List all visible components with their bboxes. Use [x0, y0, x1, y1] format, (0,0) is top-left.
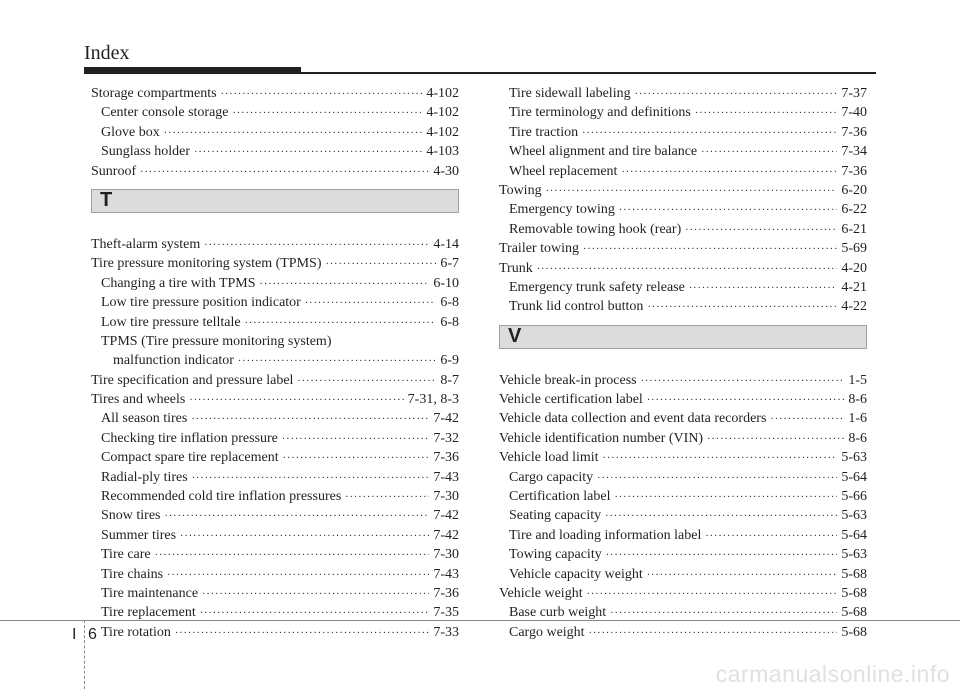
leader-dots	[164, 124, 423, 143]
header-rule	[84, 72, 876, 74]
entry-page: 8-6	[848, 392, 867, 408]
letter-label: T	[100, 188, 113, 211]
index-entry	[499, 565, 867, 584]
entry-term: Tire and loading information label	[509, 527, 702, 543]
entry-term: Tire specification and pressure label	[91, 372, 294, 388]
entry-term: Tire traction	[509, 124, 579, 140]
index-entry	[499, 448, 867, 467]
entry-page: 6-8	[440, 314, 459, 330]
entry-term: Trunk	[499, 260, 533, 276]
entry-term: Compact spare tire replacement	[101, 450, 279, 466]
leader-dots	[189, 391, 403, 410]
index-column-right	[499, 84, 867, 642]
leader-dots	[770, 410, 844, 429]
entry-page: 7-36	[841, 163, 867, 179]
entry-term: Sunroof	[91, 163, 137, 179]
leader-dots	[583, 240, 837, 259]
leader-dots	[546, 182, 838, 201]
index-entry	[91, 162, 459, 181]
entry-page: 7-31, 8-3	[407, 392, 459, 408]
entry-page: 6-10	[433, 275, 459, 291]
leader-dots	[180, 527, 429, 546]
leader-dots	[603, 449, 838, 468]
leader-dots	[689, 279, 838, 298]
leader-dots	[587, 585, 838, 604]
entry-page: 6-20	[841, 182, 867, 198]
entry-term: Vehicle break-in process	[499, 372, 637, 388]
index-entry	[499, 297, 867, 316]
entry-term: Sunglass holder	[101, 144, 191, 160]
leader-dots	[282, 430, 429, 449]
leader-dots	[233, 104, 423, 123]
leader-dots	[619, 201, 837, 220]
entry-page: 5-63	[841, 450, 867, 466]
entry-page: 7-42	[433, 527, 459, 543]
entry-term: Vehicle certification label	[499, 392, 643, 408]
entry-term: Wheel replacement	[509, 163, 618, 179]
entry-term: Tire rotation	[101, 624, 171, 640]
leader-dots	[647, 298, 837, 317]
leader-dots	[204, 236, 429, 255]
leader-dots	[260, 275, 430, 294]
entry-page: 1-6	[848, 411, 867, 427]
index-entry	[91, 448, 459, 467]
right-group-1	[499, 84, 867, 317]
index-entry	[91, 235, 459, 254]
index-entry	[91, 84, 459, 103]
entry-term: Snow tires	[101, 508, 161, 524]
entry-term: Trunk lid control button	[509, 299, 644, 315]
index-entry	[499, 468, 867, 487]
entry-term: Tire chains	[101, 566, 164, 582]
leader-dots	[305, 294, 436, 313]
entry-term: Center console storage	[101, 105, 229, 121]
entry-page: 6-7	[440, 256, 459, 272]
entry-page: 7-42	[433, 508, 459, 524]
index-entry	[499, 429, 867, 448]
leader-dots	[202, 585, 429, 604]
index-entry	[499, 545, 867, 564]
leader-dots	[325, 255, 436, 274]
entry-term: Vehicle capacity weight	[509, 566, 643, 582]
letter-label: V	[508, 324, 522, 347]
index-entry	[499, 142, 867, 161]
entry-page: 7-33	[433, 624, 459, 640]
entry-term: TPMS (Tire pressure monitoring system)	[101, 333, 332, 349]
index-entry	[499, 409, 867, 428]
leader-dots	[238, 352, 436, 371]
entry-term: Tire replacement	[101, 605, 196, 621]
entry-page: 4-103	[426, 144, 459, 160]
entry-term: Radial-ply tires	[101, 469, 188, 485]
entry-page: 5-68	[841, 624, 867, 640]
entry-term: Low tire pressure telltale	[101, 314, 241, 330]
index-column-left	[91, 84, 459, 642]
entry-page: 6-9	[440, 353, 459, 369]
entry-term: Tires and wheels	[91, 392, 186, 408]
index-entry	[91, 487, 459, 506]
index-entry	[91, 526, 459, 545]
index-entry	[91, 254, 459, 273]
entry-page: 4-21	[841, 279, 867, 295]
leader-dots	[297, 372, 436, 391]
entry-page: 4-30	[433, 163, 459, 179]
leader-dots	[685, 221, 837, 240]
footer-divider	[84, 620, 86, 689]
leader-dots	[701, 143, 837, 162]
leader-dots	[194, 143, 422, 162]
entry-term: Seating capacity	[509, 508, 602, 524]
index-entry	[91, 293, 459, 312]
index-entry	[499, 123, 867, 142]
entry-term: Vehicle identification number (VIN)	[499, 430, 704, 446]
watermark: carmanualsonline.info	[715, 661, 950, 687]
entry-term: Vehicle load limit	[499, 450, 599, 466]
left-group-1	[91, 84, 459, 181]
index-entry	[499, 371, 867, 390]
index-entry	[499, 390, 867, 409]
entry-term: Cargo weight	[509, 624, 585, 640]
index-entry	[91, 274, 459, 293]
entry-page: 7-43	[433, 566, 459, 582]
entry-page: 7-43	[433, 469, 459, 485]
entry-page: 5-68	[841, 566, 867, 582]
leader-dots	[537, 260, 838, 279]
index-entry	[499, 200, 867, 219]
entry-term: Towing capacity	[509, 547, 602, 563]
leader-dots	[647, 566, 838, 585]
index-entry	[499, 103, 867, 122]
entry-page: 4-14	[433, 236, 459, 252]
entry-term: Removable towing hook (rear)	[509, 221, 682, 237]
index-entry	[499, 259, 867, 278]
entry-page: 7-36	[841, 124, 867, 140]
entry-page: 1-5	[848, 372, 867, 388]
entry-page: 4-22	[841, 299, 867, 315]
entry-page: 4-102	[426, 86, 459, 101]
entry-term: Low tire pressure position indicator	[101, 295, 301, 311]
entry-term: Changing a tire with TPMS	[101, 275, 256, 291]
entry-page: 5-68	[841, 585, 867, 601]
entry-page: 7-35	[433, 605, 459, 621]
entry-term: Tire care	[101, 547, 151, 563]
leader-dots	[614, 488, 837, 507]
leader-dots	[582, 124, 837, 143]
right-group-2	[499, 371, 867, 642]
leader-dots	[635, 85, 838, 104]
leader-dots	[155, 546, 430, 565]
index-entry	[91, 468, 459, 487]
index-entry	[91, 332, 459, 351]
entry-term: Recommended cold tire inflation pressures	[101, 489, 342, 505]
leader-dots	[605, 507, 837, 526]
index-entry	[91, 371, 459, 390]
entry-page: 7-30	[433, 489, 459, 505]
leader-dots	[221, 85, 423, 104]
letter-heading-t	[91, 189, 459, 213]
leader-dots	[589, 624, 838, 643]
entry-term: Tire maintenance	[101, 585, 199, 601]
index-entry	[91, 565, 459, 584]
entry-page: 6-8	[440, 295, 459, 311]
index-entry	[499, 84, 867, 103]
entry-term: Tire pressure monitoring system (TPMS)	[91, 256, 322, 272]
leader-dots	[707, 430, 844, 449]
footer-page-number: 6	[88, 626, 97, 643]
entry-term: Storage compartments	[91, 86, 217, 101]
leader-dots	[641, 372, 845, 391]
entry-page: 5-64	[841, 469, 867, 485]
entry-page: 5-69	[841, 241, 867, 257]
entry-page: 8-7	[440, 372, 459, 388]
index-entry	[91, 103, 459, 122]
entry-term: Theft-alarm system	[91, 236, 201, 252]
entry-term: All season tires	[101, 411, 188, 427]
entry-term: Cargo capacity	[509, 469, 594, 485]
index-entry	[91, 545, 459, 564]
index-entry	[91, 584, 459, 603]
index-entry	[499, 239, 867, 258]
entry-page: 4-102	[426, 124, 459, 140]
entry-page: 7-42	[433, 411, 459, 427]
entry-term: Towing	[499, 182, 542, 198]
leader-dots	[647, 391, 845, 410]
letter-heading-v	[499, 325, 867, 349]
index-entry	[91, 123, 459, 142]
entry-page: 7-34	[841, 144, 867, 160]
entry-page: 5-64	[841, 527, 867, 543]
entry-page: 7-30	[433, 547, 459, 563]
leader-dots	[705, 527, 837, 546]
index-entry	[499, 623, 867, 642]
entry-page: 7-37	[841, 86, 867, 101]
entry-term: Summer tires	[101, 527, 177, 543]
index-entry	[499, 506, 867, 525]
entry-page: 5-63	[841, 508, 867, 524]
index-entry	[91, 142, 459, 161]
entry-term: Emergency towing	[509, 202, 615, 218]
entry-page: 7-32	[433, 430, 459, 446]
index-entry	[499, 487, 867, 506]
leader-dots	[345, 488, 429, 507]
entry-page: 7-36	[433, 450, 459, 466]
leader-dots	[165, 507, 430, 526]
entry-page: 7-36	[433, 585, 459, 601]
index-entry	[91, 623, 459, 642]
leader-dots	[606, 546, 838, 565]
index-entry	[499, 181, 867, 200]
entry-page: 6-21	[841, 221, 867, 237]
leader-dots	[283, 449, 430, 468]
leader-dots	[191, 410, 429, 429]
leader-dots	[597, 469, 837, 488]
footer-rule	[0, 620, 960, 621]
entry-term: Emergency trunk safety release	[509, 279, 685, 295]
entry-term: Trailer towing	[499, 241, 579, 257]
index-entry	[91, 313, 459, 332]
entry-term: Vehicle weight	[499, 585, 583, 601]
entry-term: Tire sidewall labeling	[509, 86, 631, 101]
entry-page: 5-66	[841, 489, 867, 505]
entry-term: Certification label	[509, 489, 611, 505]
entry-page: 4-102	[426, 105, 459, 121]
entry-term: Tire terminology and definitions	[509, 105, 691, 121]
leader-dots	[167, 566, 429, 585]
entry-term: Wheel alignment and tire balance	[509, 144, 698, 160]
index-entry	[91, 390, 459, 409]
index-entry	[91, 409, 459, 428]
entry-page: 7-40	[841, 105, 867, 121]
entry-term: Vehicle data collection and event data recorders	[499, 411, 767, 427]
entry-page: 4-20	[841, 260, 867, 276]
leader-dots	[175, 624, 429, 643]
footer-section: I	[72, 626, 77, 643]
entry-page: 5-63	[841, 547, 867, 563]
index-entry	[499, 162, 867, 181]
index-entry	[91, 351, 459, 370]
index-entry	[91, 429, 459, 448]
left-group-2	[91, 235, 459, 642]
index-entry	[499, 526, 867, 545]
page-title: Index	[84, 42, 130, 64]
entry-term: Glove box	[101, 124, 160, 140]
entry-page: 6-22	[841, 202, 867, 218]
index-entry	[499, 220, 867, 239]
entry-page: 5-68	[841, 605, 867, 621]
index-entry	[499, 278, 867, 297]
entry-term: malfunction indicator	[113, 353, 234, 369]
index-entry	[499, 584, 867, 603]
entry-term: Checking tire inflation pressure	[101, 430, 278, 446]
leader-dots	[192, 469, 430, 488]
leader-dots	[695, 104, 837, 123]
entry-page: 8-6	[848, 430, 867, 446]
entry-term: Base curb weight	[509, 605, 607, 621]
leader-dots	[140, 163, 429, 182]
leader-dots	[621, 163, 837, 182]
index-entry	[91, 506, 459, 525]
leader-dots	[245, 314, 437, 333]
